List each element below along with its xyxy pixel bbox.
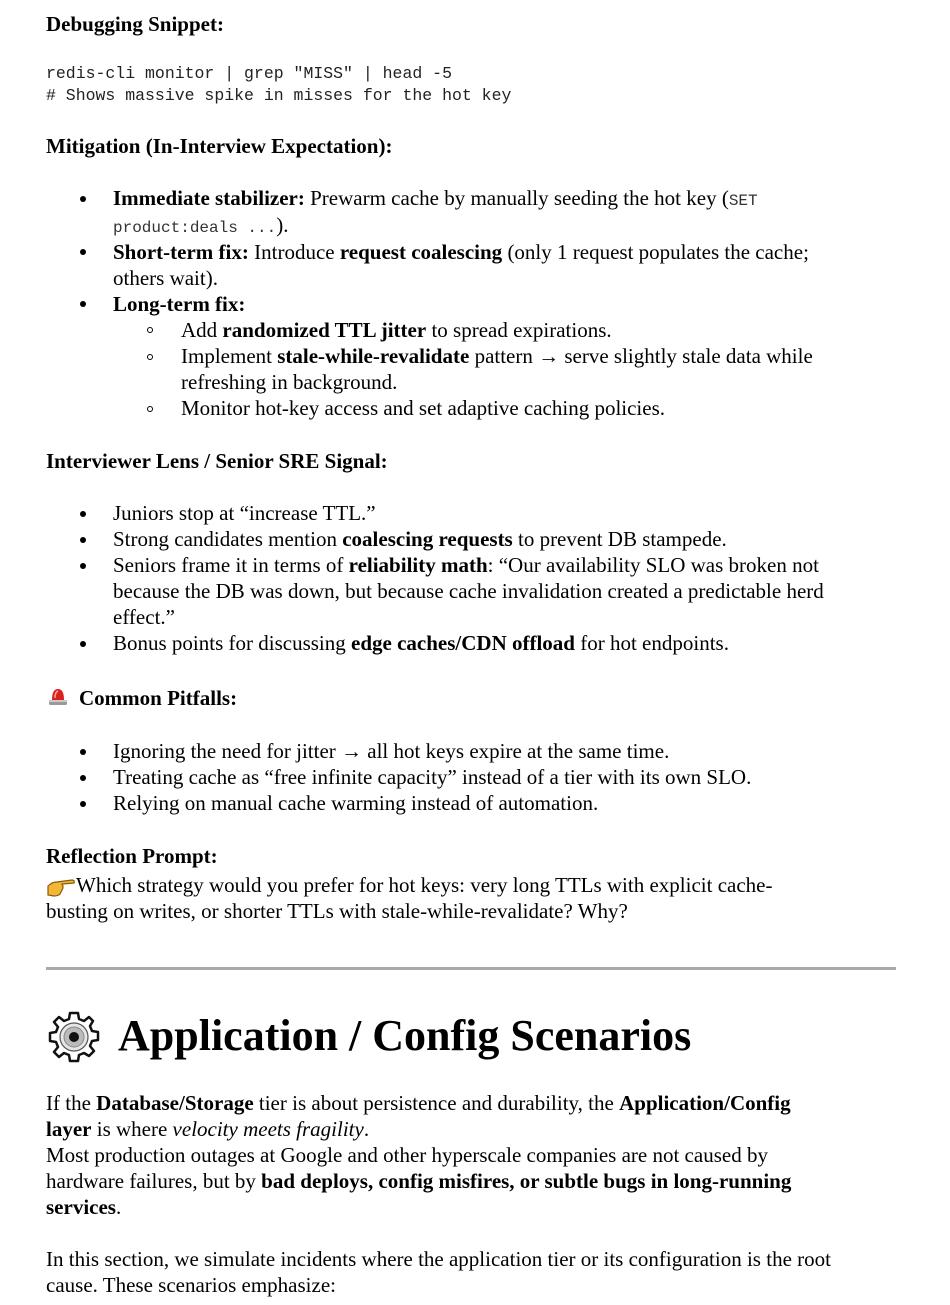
intro-paragraph: In this section, we simulate incidents where the application tier or its configuration is the root [46, 1247, 831, 1271]
debugging-heading: Debugging Snippet: [46, 12, 224, 36]
section-title: Application / Config Scenarios [118, 1011, 692, 1060]
bullet-icon [80, 249, 86, 255]
pitfall-item: Ignoring the need for jitter → all hot keys expire at the same time. [113, 739, 670, 763]
circle-bullet-icon [147, 327, 153, 333]
mitigation-item: Long-term fix: [113, 292, 246, 316]
section-divider [46, 967, 896, 970]
bullet-icon [80, 775, 86, 781]
pitfalls-heading: Common Pitfalls: [79, 686, 238, 710]
mitigation-heading: Mitigation (In-Interview Expectation): [46, 134, 393, 158]
gear-icon [46, 1009, 102, 1065]
lens-item-cont: because the DB was down, but because cache invalidation created a predictable herd [113, 579, 824, 603]
mitigation-item-cont: product:deals ...). [113, 213, 289, 237]
intro-paragraph: If the Database/Storage tier is about persistence and durability, the Application/Config [46, 1091, 791, 1115]
bullet-icon [80, 537, 86, 543]
sub-item: Add randomized TTL jitter to spread expirations. [181, 318, 612, 342]
bullet-icon [80, 801, 86, 807]
reflection-line: busting on writes, or shorter TTLs with stale-while-revalidate? Why? [46, 899, 628, 923]
mitigation-item: Immediate stabilizer: Prewarm cache by manually seeding the hot key (SET [113, 186, 758, 210]
lens-item: Seniors frame it in terms of reliability math: “Our availability SLO was broken not [113, 553, 819, 577]
code-line: redis-cli monitor | grep "MISS" | head -5 [46, 64, 452, 83]
code-comment: # Shows massive spike in misses for the hot key [46, 86, 512, 105]
bullet-icon [80, 641, 86, 647]
intro-paragraph-cont: services. [46, 1195, 122, 1219]
bullet-icon [80, 749, 86, 755]
reflection-heading: Reflection Prompt: [46, 844, 218, 868]
mitigation-item: Short-term fix: Introduce request coalescing (only 1 request populates the cache; [113, 240, 809, 264]
bullet-icon [80, 563, 86, 569]
bullet-icon [80, 511, 86, 517]
sub-item: Implement stale-while-revalidate pattern → serve slightly stale data while [181, 344, 813, 368]
pitfall-item: Treating cache as “free infinite capacity” instead of a tier with its own SLO. [113, 765, 752, 789]
siren-icon [47, 686, 69, 708]
intro-paragraph: Most production outages at Google and other hyperscale companies are not caused by [46, 1143, 768, 1167]
bullet-icon [80, 196, 86, 202]
intro-paragraph-cont: layer is where velocity meets fragility. [46, 1117, 370, 1141]
pointing-hand-icon [46, 875, 76, 897]
intro-paragraph-cont: cause. These scenarios emphasize: [46, 1273, 336, 1297]
intro-paragraph-cont: hardware failures, but by bad deploys, config misfires, or subtle bugs in long-running [46, 1169, 792, 1193]
lens-item-cont: effect.” [113, 605, 175, 629]
mitigation-item-cont: others wait). [113, 266, 218, 290]
reflection-line: Which strategy would you prefer for hot keys: very long TTLs with explicit cache- [76, 873, 773, 897]
lens-heading: Interviewer Lens / Senior SRE Signal: [46, 449, 388, 473]
bullet-icon [80, 301, 86, 307]
sub-item-cont: refreshing in background. [181, 370, 398, 394]
circle-bullet-icon [147, 354, 153, 360]
sub-item: Monitor hot-key access and set adaptive caching policies. [181, 396, 666, 420]
lens-item: Bonus points for discussing edge caches/CDN offload for hot endpoints. [113, 631, 729, 655]
lens-item: Juniors stop at “increase TTL.” [113, 501, 376, 525]
pitfall-item: Relying on manual cache warming instead of automation. [113, 791, 599, 815]
lens-item: Strong candidates mention coalescing requests to prevent DB stampede. [113, 527, 727, 551]
circle-bullet-icon [147, 406, 153, 412]
